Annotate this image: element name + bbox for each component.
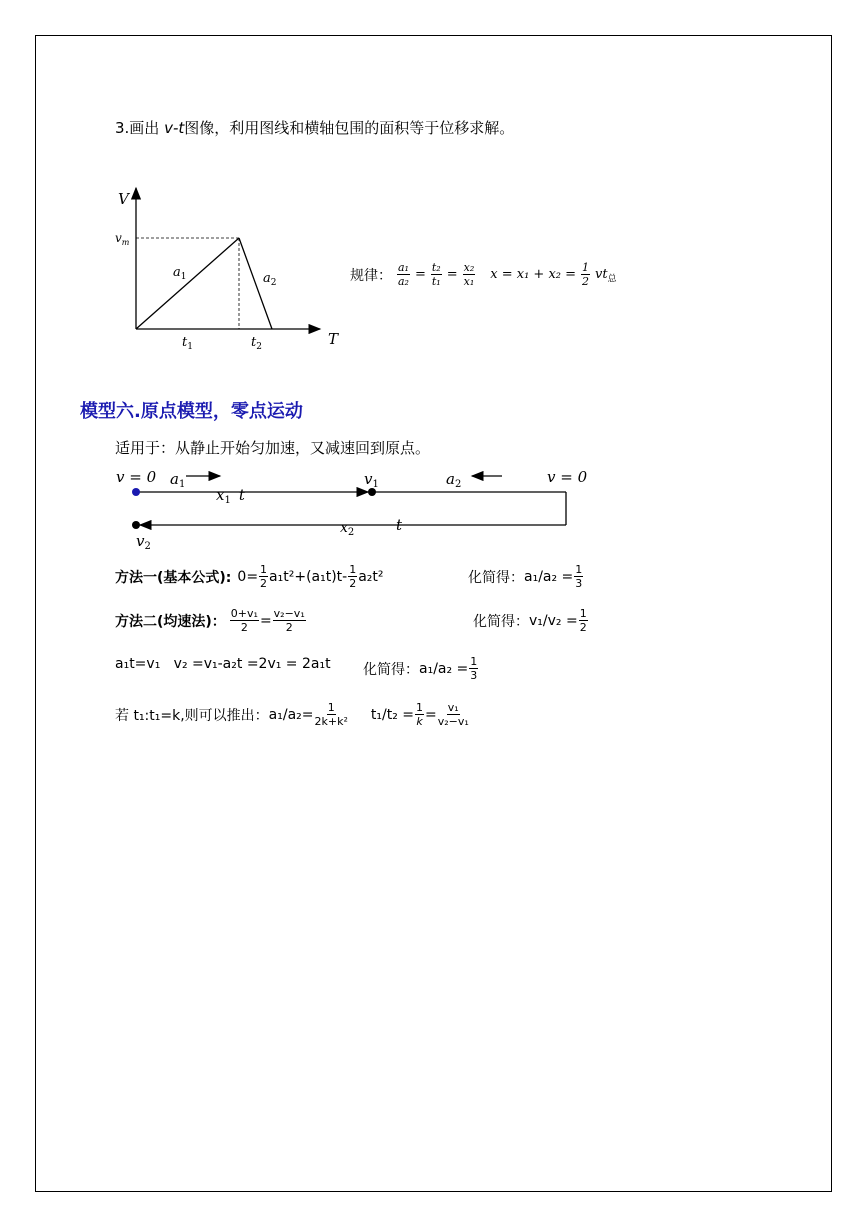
model6-heading: 模型六.原点模型，零点运动	[80, 401, 303, 422]
method1-result	[468, 564, 584, 589]
a2-label: $a_2$	[263, 271, 277, 288]
v2-label: $v_2$	[136, 532, 151, 552]
rule-tail: x = x₁ + x₂ =	[490, 267, 577, 282]
method1-result-frac: $\frac{1}{3}$	[575, 563, 583, 590]
method2-simplify: 化简得：	[473, 613, 529, 630]
v1-label: $v_1$	[364, 470, 379, 490]
method2-result-frac: $\frac{1}{2}$	[579, 607, 587, 634]
rule-formula: 规律： $\frac{\text{a₁}}{\text{a₂}}$ = $\frac{\text{t₂}}{\text{t₁}}$ = $\frac{\text{x₂}}{\text{x₁}}$ x = x₁ + x₂ = $\frac{1}{2}$ $vt_总$	[350, 261, 617, 288]
rule-half: $\frac{1}{2}$	[582, 261, 590, 288]
line3-simplify: 化简得：	[363, 661, 419, 678]
line4	[115, 702, 470, 727]
method2-result	[473, 608, 589, 633]
rule-frac-t: $\frac{\text{t₂}}{\text{t₁}}$	[431, 261, 441, 288]
line3-text: a₁t=v₁ v₂ =v₁-a₂t =2v₁ = 2a₁t	[115, 656, 331, 672]
method2-label: 方法二(均速法)：	[115, 613, 226, 630]
motion-diagram	[110, 462, 590, 557]
start-dot	[132, 488, 140, 496]
line4-frac-3: $\frac{\text{v₁}}{\text{v₂−v₁}}$	[437, 701, 469, 728]
t2-label: $t_2$	[251, 335, 262, 352]
method1-half-2: $\frac{1}{2}$	[349, 563, 357, 590]
method2-line	[115, 608, 307, 633]
a1-label: $a_1$	[170, 470, 186, 490]
rule-frac-x: $\frac{\text{x₂}}{\text{x₁}}$	[463, 261, 475, 288]
section3-line	[115, 117, 514, 138]
vm-label: $v_m$	[115, 231, 130, 247]
x1t-label: $x_1$ t	[216, 486, 245, 506]
method1-label: 方法一(基本公式):	[115, 569, 232, 586]
method1-half-1: $\frac{1}{2}$	[260, 563, 268, 590]
model6-intro: 适用于：从静止开始匀加速，又减速回到原点。	[115, 439, 431, 457]
t1-label: $t_1$	[182, 335, 193, 352]
a2-label: $a_2$	[446, 470, 462, 490]
method2-eq: =	[259, 612, 272, 629]
rule-label: 规律：	[350, 267, 392, 284]
y-axis-label: V	[118, 190, 129, 208]
method1-eq-b: a₁t²+(a₁t)t-	[269, 568, 348, 585]
line4-r2: t₁/t₂ =	[370, 706, 414, 723]
line4-frac-1: $\frac{1}{\text{2k+k²}}$	[314, 701, 348, 728]
v0-left-label: v = 0	[116, 468, 157, 486]
method2-result-text: v₁/v₂ =	[529, 612, 578, 629]
x2-label: $x_2$	[340, 520, 355, 538]
method2-frac-1: $\frac{\text{0+v₁}}{2}$	[230, 607, 258, 634]
rule-frac-a: $\frac{\text{a₁}}{\text{a₂}}$	[398, 261, 409, 288]
vt-graph	[100, 180, 350, 355]
line4-r1: a₁/a₂=	[268, 706, 314, 723]
section3-prefix: 3.画出	[115, 119, 165, 137]
t-label: t	[396, 516, 403, 534]
method1-line	[115, 564, 384, 589]
line3-result-text: a₁/a₂ =	[419, 660, 469, 677]
method1-simplify: 化简得：	[468, 569, 524, 586]
line4-eq: =	[425, 706, 437, 723]
section3-text: 图像，利用图线和横轴包围的面积等于位移求解。	[184, 119, 515, 137]
line4-frac-2: $\frac{1}{k}$	[416, 701, 423, 728]
a1-label: $a_1$	[173, 265, 187, 282]
line4-prefix: 若 t₁:t₁=k,则可以推出：	[115, 707, 269, 724]
line3-result	[363, 656, 479, 681]
v0-right-label: v = 0	[547, 468, 588, 486]
method1-eq-c: a₂t²	[358, 568, 384, 585]
accel-line	[136, 238, 239, 329]
line3-result-frac: $\frac{1}{3}$	[470, 655, 478, 682]
method1-result-text: a₁/a₂ =	[524, 568, 574, 585]
line3	[115, 656, 331, 672]
rule-vt: $vt_总$	[595, 267, 617, 285]
section3-vt: v-t	[164, 119, 185, 137]
method2-frac-2: $\frac{\text{v₂−v₁}}{2}$	[273, 607, 305, 634]
x-axis-label: T	[328, 330, 339, 348]
method1-eq-a: 0=	[237, 568, 259, 585]
end-dot	[132, 521, 140, 529]
